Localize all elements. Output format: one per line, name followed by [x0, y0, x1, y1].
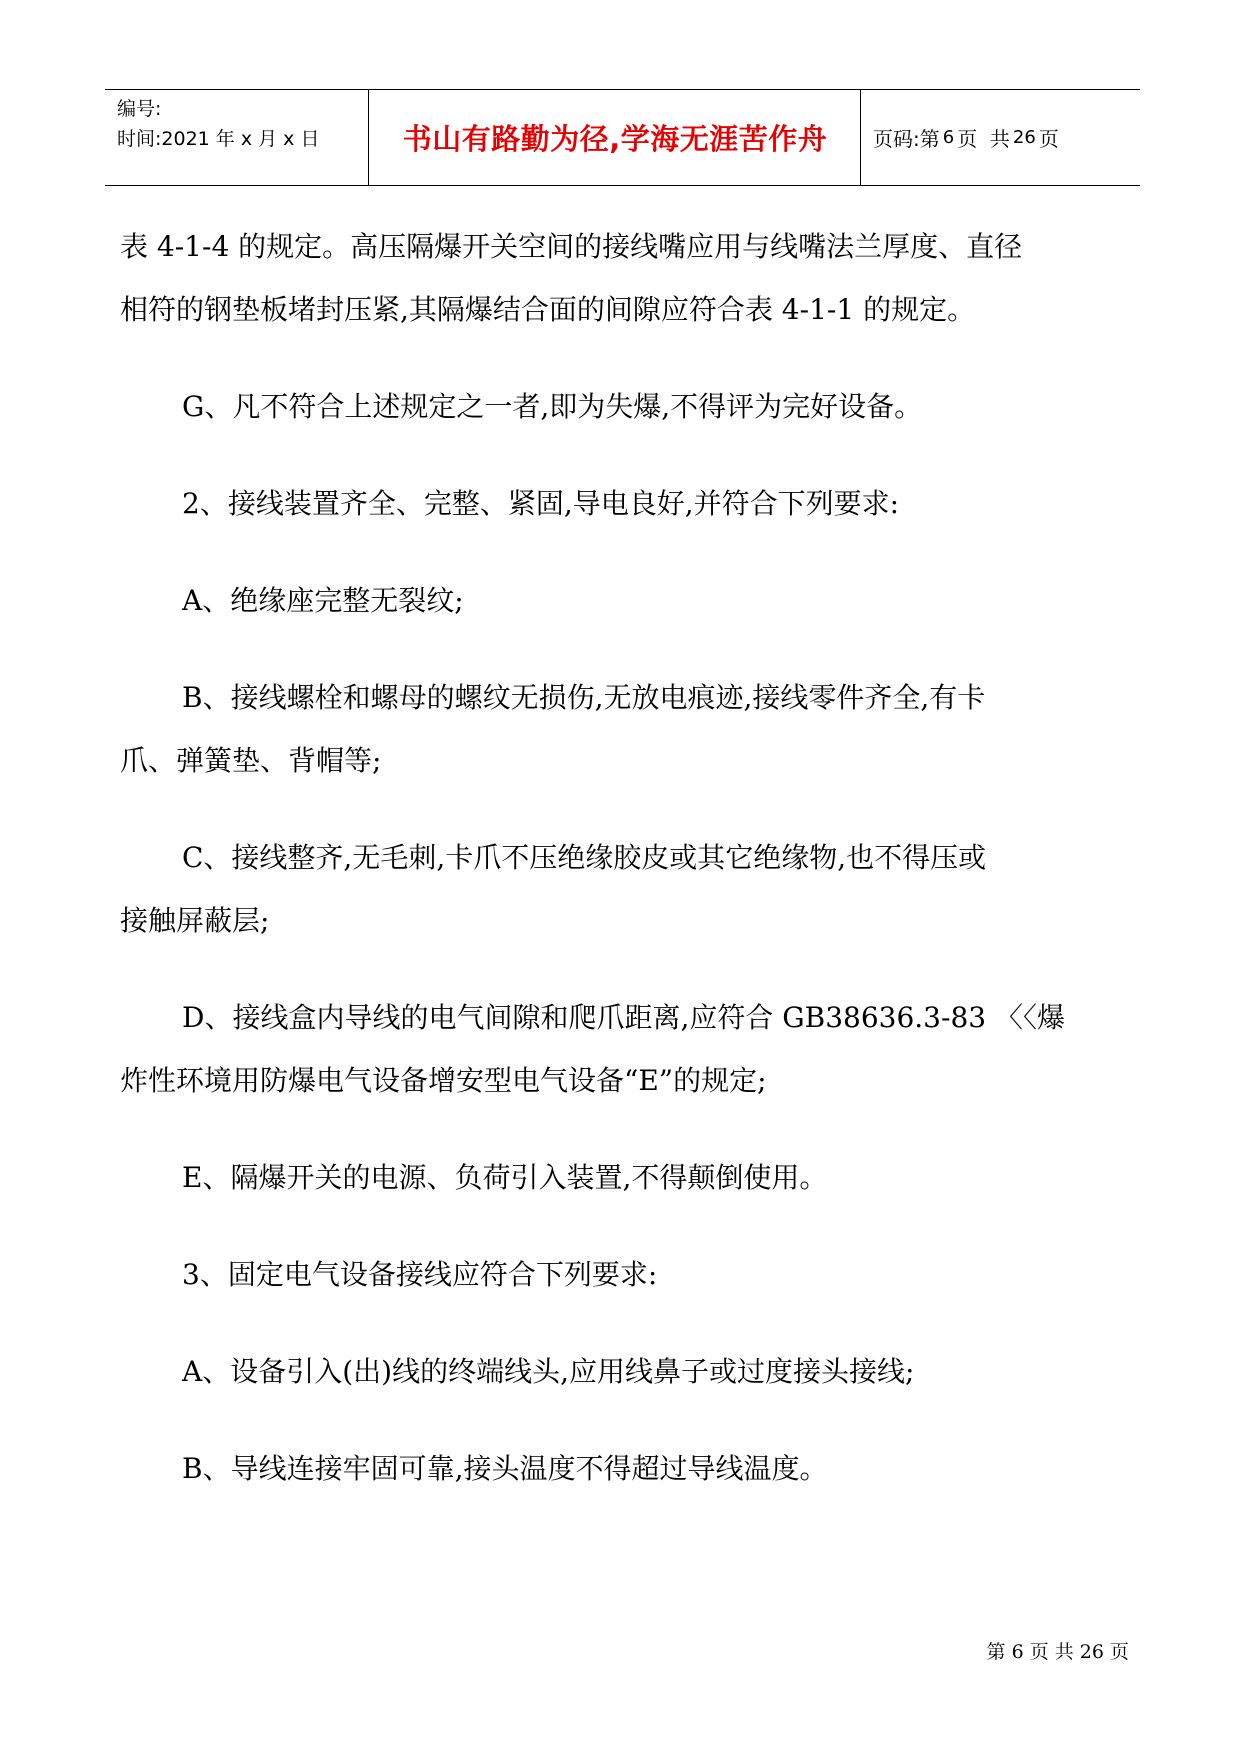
paragraph: 2、接线装置齐全、完整、紧固,导电良好,并符合下列要求: [182, 487, 900, 520]
paragraph: B、导线连接牢固可靠,接头温度不得超过导线温度。 [182, 1452, 828, 1485]
document-time: 时间:2021 年 x 月 x 日 [117, 128, 320, 150]
paragraph: A、设备引入(出)线的终端线头,应用线鼻子或过度接头接线; [182, 1355, 915, 1388]
page-current: 6 [942, 127, 955, 148]
header-divider [860, 90, 861, 185]
paragraph: A、绝缘座完整无裂纹; [182, 584, 464, 617]
document-body [120, 215, 1130, 1500]
paragraph-line: 相符的钢垫板堵封压紧,其隔爆结合面的间隙应符合表 4-1-1 的规定。 [120, 293, 976, 326]
header-page-info [873, 90, 1059, 185]
header-meta [117, 94, 367, 154]
page-header [105, 89, 1140, 186]
page-mid: 页 共 [957, 127, 1010, 151]
header-motto: 书山有路勤为径,学海无涯苦作舟 [402, 122, 828, 156]
page-total: 26 [1012, 127, 1036, 148]
paragraph-line: 接触屏蔽层; [120, 904, 270, 937]
header-divider [368, 90, 369, 185]
document-number-label: 编号: [117, 98, 162, 120]
page-footer: 第 6 页 共 26 页 [986, 1641, 1129, 1663]
page-prefix: 页码:第 [873, 127, 940, 151]
paragraph-line: 表 4-1-4 的规定。高压隔爆开关空间的接线嘴应用与线嘴法兰厚度、直径 [120, 230, 1023, 263]
paragraph-line: 炸性环境用防爆电气设备增安型电气设备“E”的规定; [120, 1064, 767, 1097]
paragraph-line: 爪、弹簧垫、背帽等; [120, 744, 382, 777]
paragraph-line: B、接线螺栓和螺母的螺纹无损伤,无放电痕迹,接线零件齐全,有卡 [182, 681, 986, 714]
paragraph-line: C、接线整齐,无毛刺,卡爪不压绝缘胶皮或其它绝缘物,也不得压或 [182, 841, 987, 874]
paragraph: G、凡不符合上述规定之一者,即为失爆,不得评为完好设备。 [182, 390, 923, 423]
paragraph: 3、固定电气设备接线应符合下列要求: [182, 1258, 658, 1291]
paragraph-line: D、接线盒内导线的电气间隙和爬爪距离,应符合 GB38636.3-83 〈〈爆 [182, 1001, 1065, 1034]
paragraph: E、隔爆开关的电源、负荷引入装置,不得颠倒使用。 [182, 1161, 828, 1194]
page-suffix: 页 [1038, 127, 1059, 151]
